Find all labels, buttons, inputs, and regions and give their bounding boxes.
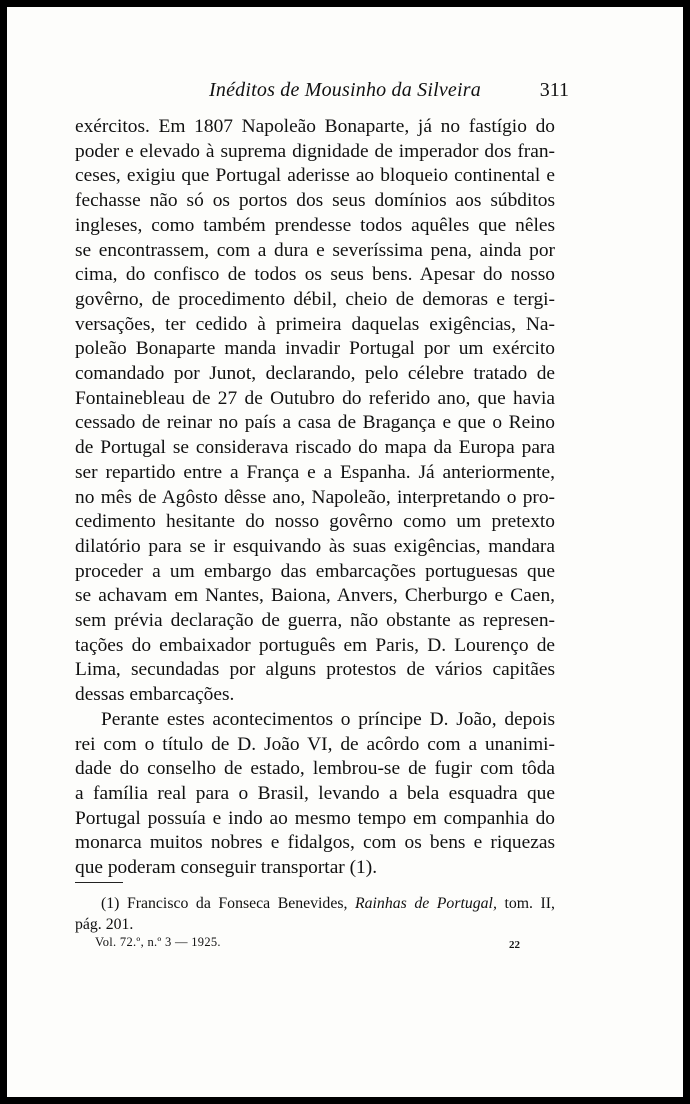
signature-volume: Vol. 72.º, n.º 3 — 1925. bbox=[95, 935, 221, 949]
text-line: se achavam em Nantes, Baiona, Anvers, Cherburgo e Caen, bbox=[75, 585, 555, 607]
footnote-ref-volume: tom. II, bbox=[504, 895, 555, 912]
text-line: proceder a um embargo das embarcações portuguesas que bbox=[75, 560, 555, 582]
text-line: cessado de reinar no país a casa de Bragança e que o Reino bbox=[75, 412, 555, 434]
footnote-author: Francisco da Fonseca Benevides, bbox=[126, 895, 348, 912]
text-line: dilatório para se ir esquivando às suas exigências, mandara bbox=[75, 535, 555, 557]
footnote-marker: (1) bbox=[101, 895, 120, 912]
text-line: poder e elevado à suprema dignidade de imperador dos fran- bbox=[75, 140, 555, 162]
text-line: que poderam conseguir transportar (1). bbox=[75, 857, 378, 879]
text-line: fechasse não só os portos dos seus domínios aos súbditos bbox=[75, 190, 555, 212]
text-line: ceses, exigiu que Portugal aderisse ao bloqueio continental e bbox=[75, 165, 555, 187]
text-line: tações do embaixador português em Paris, D. Lourenço de bbox=[75, 634, 555, 656]
text-line: monarca muitos nobres e fidalgos, com os bens e riquezas bbox=[75, 832, 555, 854]
text-line: se encontrassem, com a dura e severíssima pena, ainda por bbox=[75, 239, 555, 261]
text-line: exércitos. Em 1807 Napoleão Bonaparte, já no fastígio do bbox=[75, 116, 555, 137]
text-line: versações, ter cedido à primeira daquelas exigências, Na- bbox=[75, 313, 555, 335]
footnote-title: Rainhas de Portugal, bbox=[355, 895, 497, 912]
book-page bbox=[7, 7, 683, 1097]
text-line: dade do conselho de estado, lembrou-se de fugir com tôda bbox=[75, 758, 555, 780]
page-number: 311 bbox=[539, 79, 569, 101]
footnote bbox=[75, 893, 555, 935]
signature-sheet-number: 22 bbox=[509, 939, 520, 951]
text-line: no mês de Agôsto dêsse ano, Napoleão, interpretando o pro- bbox=[75, 486, 555, 508]
text-line: Lima, secundadas por alguns protestos de vários capitães bbox=[75, 659, 555, 681]
text-line: Perante estes acontecimentos o príncipe D. João, depois bbox=[101, 708, 555, 730]
footnote-divider bbox=[75, 882, 123, 883]
text-line: govêrno, de procedimento débil, cheio de demoras e tergi- bbox=[75, 288, 555, 310]
text-line: comandado por Junot, declarando, pelo célebre tratado de bbox=[75, 363, 555, 385]
text-line: dessas embarcações. bbox=[75, 684, 235, 706]
text-line: ingleses, como também prendesse todos aquêles que nêles bbox=[75, 214, 555, 236]
text-line: poleão Bonaparte manda invadir Portugal por um exército bbox=[75, 338, 555, 360]
footnote-line bbox=[75, 893, 555, 914]
text-line: cima, do confisco de todos os seus bens. Apesar do nosso bbox=[75, 264, 555, 286]
body-text bbox=[75, 115, 555, 881]
running-title: Inéditos de Mousinho da Silveira bbox=[209, 79, 481, 101]
text-line: sem prévia declaração de guerra, não obstante as represen- bbox=[75, 610, 555, 632]
text-line: cedimento hesitante do nosso govêrno como um pretexto bbox=[75, 511, 555, 533]
footnote-line: pág. 201. bbox=[75, 916, 134, 933]
text-line: a família real para o Brasil, levando a bela esquadra que bbox=[75, 782, 555, 804]
text-line: ser repartido entre a França e a Espanha. Já anteriormente, bbox=[75, 461, 555, 483]
page-header bbox=[7, 75, 683, 105]
text-line: Fontainebleau de 27 de Outubro do referido ano, que havia bbox=[75, 387, 555, 409]
text-line: rei com o título de D. João VI, de acôrdo com a unanimi- bbox=[75, 733, 555, 755]
text-line: Portugal possuía e indo ao mesmo tempo em companhia do bbox=[75, 807, 555, 829]
text-line: de Portugal se considerava riscado do mapa da Europa para bbox=[75, 437, 555, 459]
